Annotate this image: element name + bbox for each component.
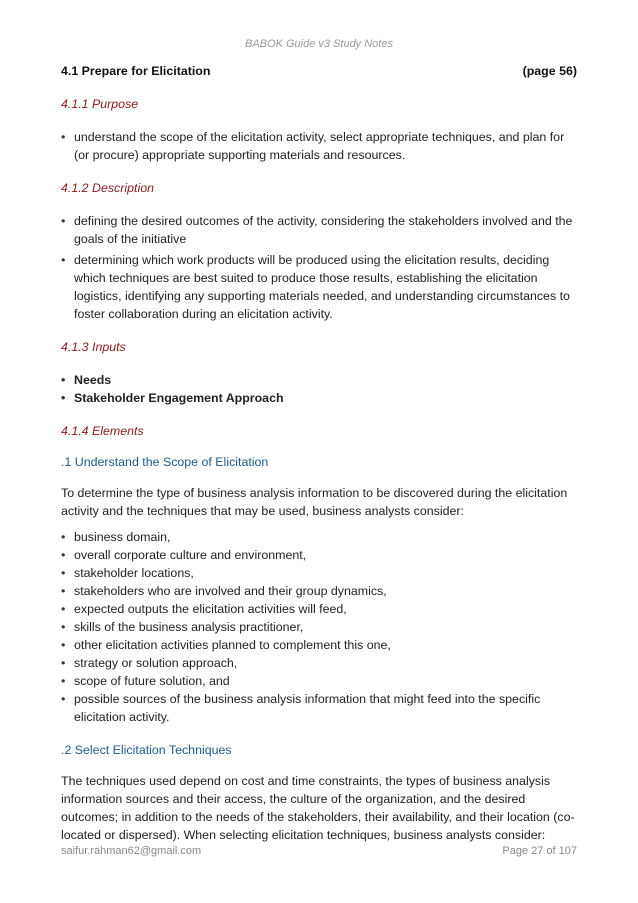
list-item: • defining the desired outcomes of the activity, considering the stakeholders involved and the goals of the initiative (61, 212, 577, 248)
element-1-intro: To determine the type of business analysis information to be discovered during the elicitation activity and the techniques that may be used, business analysts consider: (61, 486, 568, 518)
list-item: • expected outputs the elicitation activities will feed, (61, 600, 577, 618)
list-item: • strategy or solution approach, (61, 654, 577, 672)
list-item: • stakeholder locations, (61, 564, 577, 582)
element-1-heading: .1 Understand the Scope of Elicitation (61, 455, 269, 469)
footer-page-number: Page 27 of 107 (502, 845, 577, 857)
section-page-ref: (page 56) (522, 64, 577, 78)
description-list (61, 212, 577, 323)
list-item: • scope of future solution, and (61, 672, 577, 690)
list-item: • possible sources of the business analysis information that might feed into the specific elicitation activity. (61, 690, 577, 726)
list-item: • skills of the business analysis practitioner, (61, 618, 577, 636)
inputs-heading: 4.1.3 Inputs (61, 340, 126, 354)
element-2-heading: .2 Select Elicitation Techniques (61, 743, 232, 757)
elements-heading: 4.1.4 Elements (61, 424, 144, 438)
list-item: • overall corporate culture and environment, (61, 546, 577, 564)
list-item: • business domain, (61, 528, 577, 546)
element-1-list (61, 528, 577, 726)
list-item: • understand the scope of the elicitation activity, select appropriate techniques, and plan for (or procure) appropriate supporting materials and resources. (61, 128, 577, 164)
list-item: • Needs (61, 371, 577, 389)
purpose-heading: 4.1.1 Purpose (61, 97, 139, 111)
element-2-intro: The techniques used depend on cost and time constraints, the types of business analysis information sources and their access, the culture of the organization, and the desired outcomes; in addition to the needs of the stakeholders, their availability, and their location (co-located or dispersed). When selecting elicitation techniques, business analysts consider: (61, 774, 575, 842)
list-item: • Stakeholder Engagement Approach (61, 389, 577, 407)
list-item: • determining which work products will be produced using the elicitation results, deciding which techniques are best suited to produce those results, establishing the elicitation logistics, identifying any supporting materials needed, and understanding circumstances to foster collaboration during an elicitation activity. (61, 251, 577, 323)
purpose-list (61, 128, 577, 164)
inputs-list (61, 371, 577, 407)
description-heading: 4.1.2 Description (61, 181, 154, 195)
section-heading (61, 62, 577, 80)
list-item: • other elicitation activities planned to complement this one, (61, 636, 577, 654)
page-content (61, 62, 577, 844)
list-item: • stakeholders who are involved and their group dynamics, (61, 582, 577, 600)
footer-email: saifur.rahman62@gmail.com (61, 845, 202, 857)
section-title: 4.1 Prepare for Elicitation (61, 64, 211, 78)
running-header: BABOK Guide v3 Study Notes (245, 38, 393, 50)
